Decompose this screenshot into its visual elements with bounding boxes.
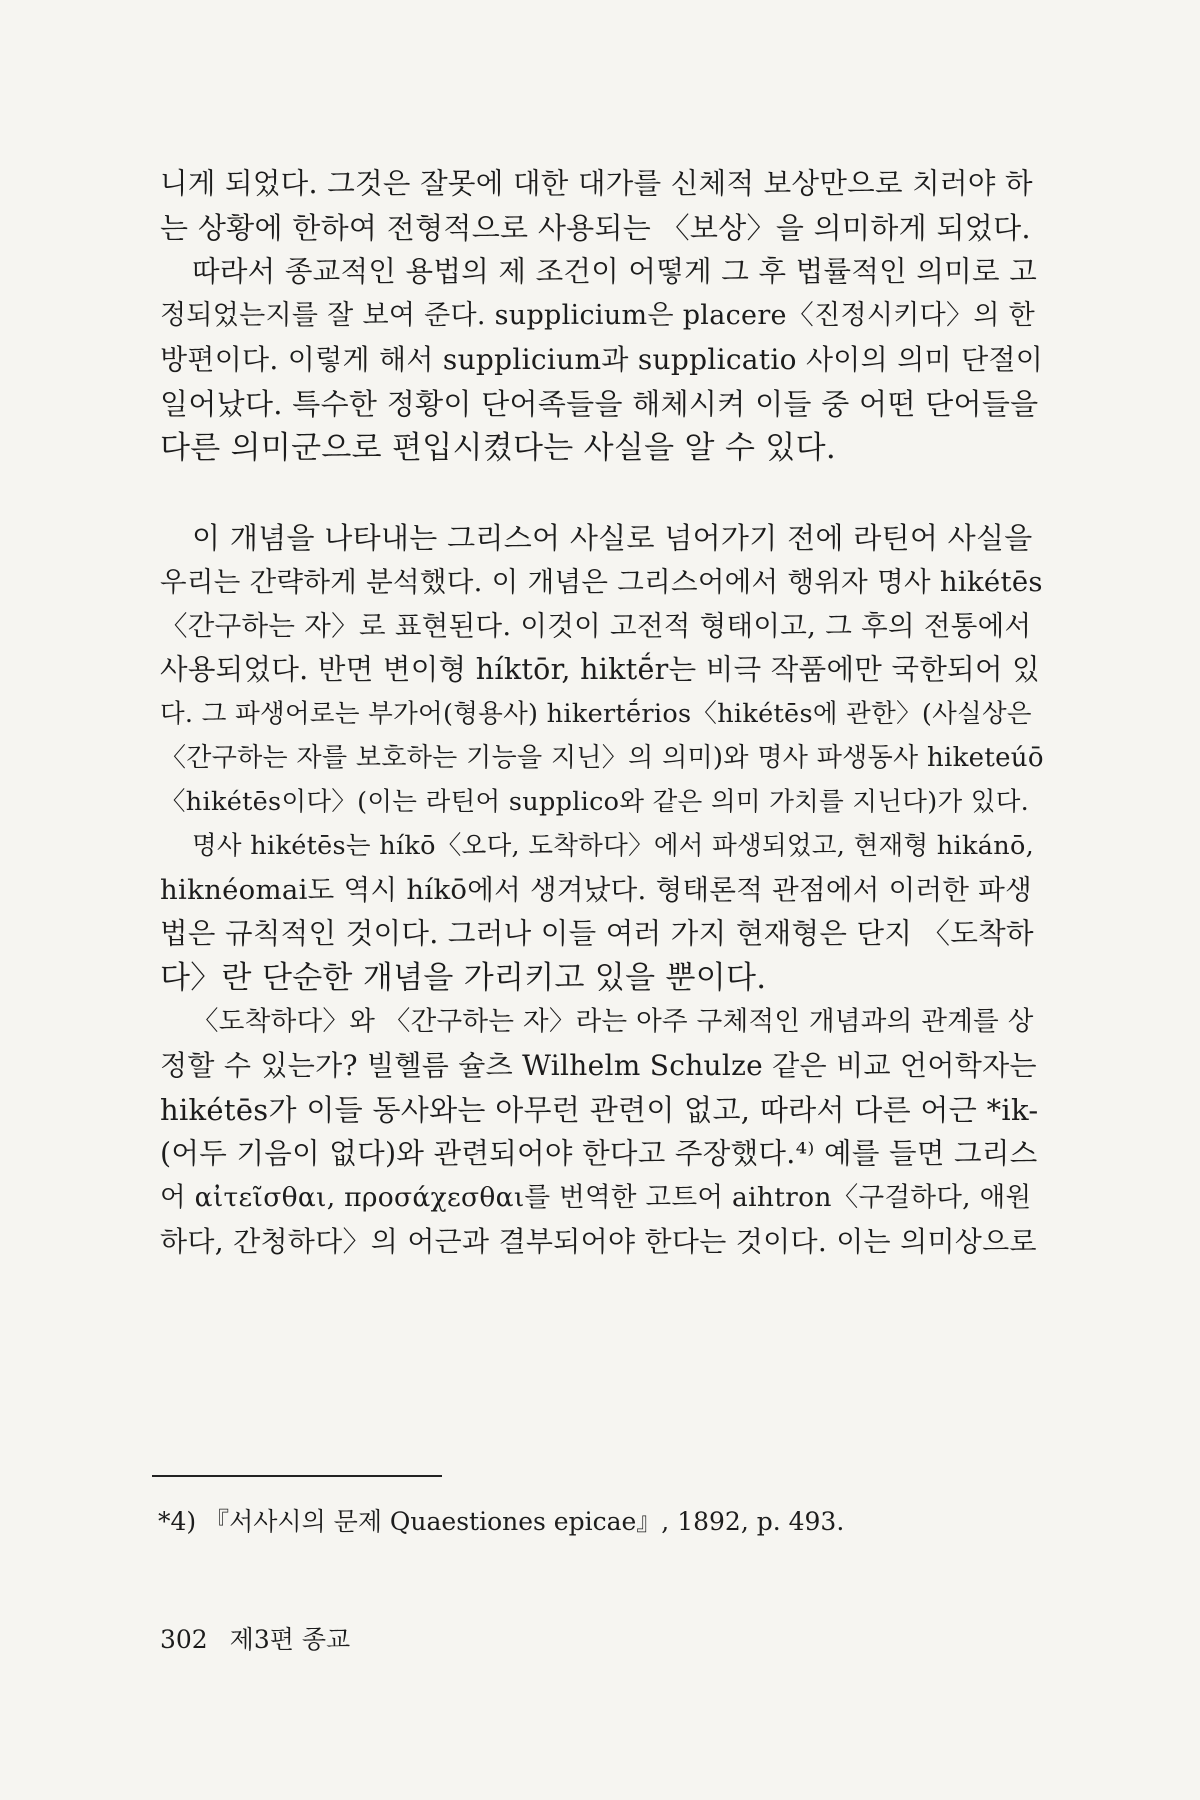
body-line: 는 상황에 한하여 전형적으로 사용되는 〈보상〉을 의미하게 되었다. xyxy=(160,211,1031,245)
body-line: 정되었는지를 잘 보여 준다. supplicium은 placere〈진정시키다〉의 한 xyxy=(160,300,1035,331)
body-line: 어 αἰτεῖσθαι, προσάχεσθαι를 번역한 고트어 aihtron〈구걸하다, 애원 xyxy=(160,1182,1032,1213)
body-line: 명사 hikétēs는 híkō〈오다, 도착하다〉에서 파생되었고, 현재형 hikánō, xyxy=(192,831,1035,861)
page-footer xyxy=(160,1623,350,1657)
body-line: 니게 되었다. 그것은 잘못에 대한 대가를 신체적 보상만으로 치러야 하 xyxy=(160,167,1033,200)
body-line: 〈간구하는 자〉로 표현된다. 이것이 고전적 형태이고, 그 후의 전통에서 xyxy=(160,610,1032,642)
body-line: 사용되었다. 반면 변이형 híktōr, hiktḗr는 비극 작품에만 국한되어 있 xyxy=(160,653,1041,686)
body-line: hiknéomai도 역시 híkō에서 생겨났다. 형태론적 관점에서 이러한 파생 xyxy=(160,874,1032,906)
body-line: 일어났다. 특수한 정황이 단어족들을 해체시켜 이들 중 어떤 단어들을 xyxy=(160,387,1039,421)
body-line: 다〉란 단순한 개념을 가리키고 있을 뿐이다. xyxy=(160,960,767,996)
body-line: 〈도착하다〉와 〈간구하는 자〉라는 아주 구체적인 개념과의 관계를 상 xyxy=(192,1006,1034,1037)
body-line: 우리는 간략하게 분석했다. 이 개념은 그리스어에서 행위자 명사 hikétēs xyxy=(160,566,1043,598)
footnote-text: 『서사시의 문제 Quaestiones epicae』, 1892, p. 493. xyxy=(204,1507,845,1536)
body-line: 따라서 종교적인 용법의 제 조건이 어떻게 그 후 법률적인 의미로 고 xyxy=(192,255,1038,288)
body-line: 방편이다. 이렇게 해서 supplicium과 supplicatio 사이의 의미 단절이 xyxy=(160,343,1044,376)
body-line: hikétēs가 이들 동사와는 아무런 관련이 없고, 따라서 다른 어근 *ik- xyxy=(160,1093,1039,1127)
body-line: 다. 그 파생어로는 부가어(형용사) hikertḗrios〈hikétēs에 관한〉(사실상은 xyxy=(160,699,1032,729)
body-line: (어두 기음이 없다)와 관련되어야 한다고 주장했다.⁴⁾ 예를 들면 그리스 xyxy=(160,1137,1038,1170)
body-line: 〈간구하는 자를 보호하는 기능을 지닌〉의 의미)와 명사 파생동사 hiketeúō xyxy=(160,743,1044,773)
body-line: 법은 규칙적인 것이다. 그러나 이들 여러 가지 현재형은 단지 〈도착하 xyxy=(160,917,1034,950)
section-title: 제3편 종교 xyxy=(229,1625,351,1654)
body-line: 정할 수 있는가? 빌헬름 슐츠 Wilhelm Schulze 같은 비교 언어학자는 xyxy=(160,1049,1037,1082)
footnote-marker: *4) xyxy=(158,1507,197,1536)
page-number: 302 xyxy=(160,1625,208,1654)
footnote-divider xyxy=(152,1475,442,1477)
footnote xyxy=(158,1505,844,1539)
body-line: 하다, 간청하다〉의 어근과 결부되어야 한다는 것이다. 이는 의미상으로 xyxy=(160,1225,1037,1258)
body-line: 다른 의미군으로 편입시켰다는 사실을 알 수 있다. xyxy=(160,430,836,466)
body-line: 〈hikétēs이다〉(이는 라틴어 supplico와 같은 의미 가치를 지닌다)가 있다. xyxy=(160,787,1030,817)
body-line: 이 개념을 나타내는 그리스어 사실로 넘어가기 전에 라틴어 사실을 xyxy=(192,521,1033,555)
